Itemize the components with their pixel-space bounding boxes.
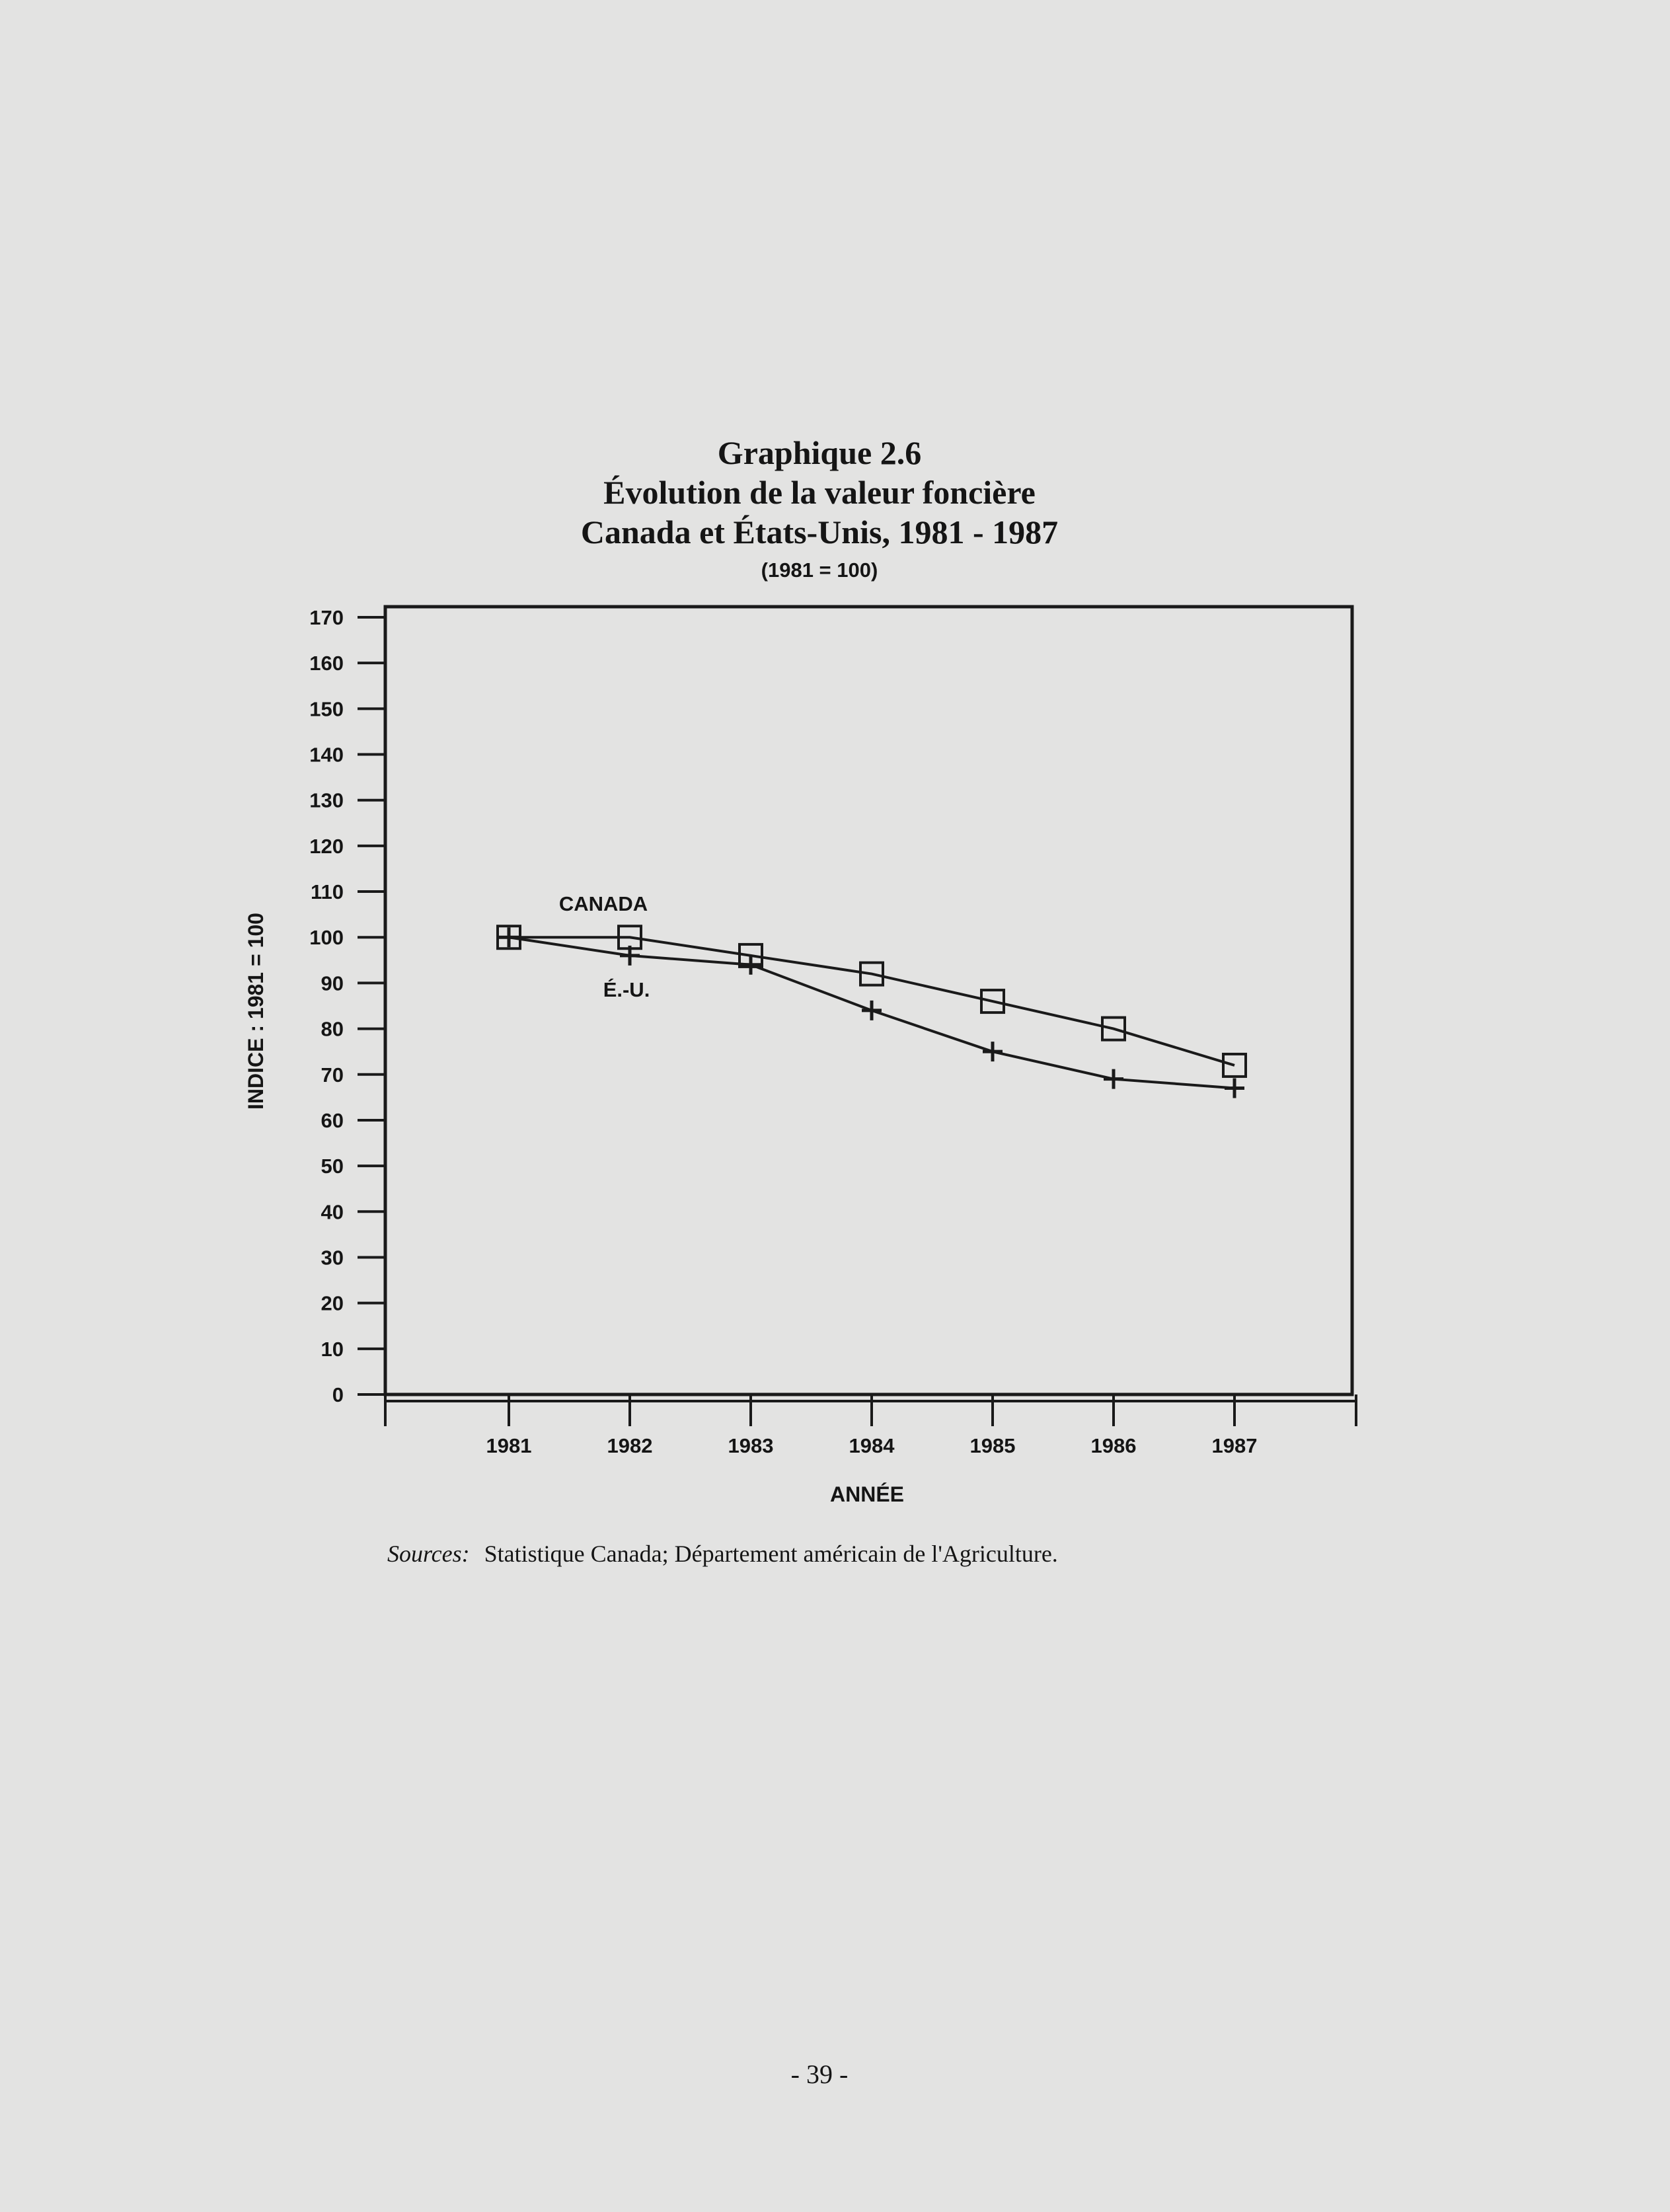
x-tick-label: 1982 — [607, 1434, 653, 1457]
x-tick-label: 1983 — [728, 1434, 774, 1457]
data-point-plus — [1225, 1079, 1244, 1098]
series-label-canada: CANADA — [558, 892, 648, 916]
y-tick-label: 30 — [321, 1246, 344, 1270]
y-tick-label: 140 — [309, 743, 344, 767]
y-tick-label: 60 — [321, 1108, 344, 1132]
y-tick-label: 160 — [309, 652, 344, 675]
y-axis — [309, 606, 385, 1406]
x-tick-label: 1985 — [969, 1434, 1016, 1457]
y-tick-label: 20 — [321, 1291, 344, 1315]
sources-label: Sources: — [387, 1541, 470, 1567]
x-tick-label: 1984 — [849, 1434, 895, 1457]
y-tick-label: 50 — [321, 1155, 344, 1178]
x-tick-label: 1986 — [1090, 1434, 1137, 1457]
chart-title-line-3: Canada et États-Unis, 1981 - 1987 — [580, 514, 1059, 551]
y-tick-label: 150 — [309, 697, 344, 721]
y-tick-label: 80 — [321, 1017, 344, 1041]
sources-note — [387, 1540, 1058, 1568]
y-axis-label: INDICE : 1981 = 100 — [244, 913, 268, 1110]
y-tick-label: 40 — [321, 1200, 344, 1224]
chart-subtitle: (1981 = 100) — [761, 558, 878, 582]
y-tick-label: 70 — [321, 1063, 344, 1087]
series-layer — [498, 892, 1246, 1098]
series-label-us: É.-U. — [603, 977, 650, 1001]
x-axis — [385, 1394, 1356, 1457]
y-tick-label: 170 — [309, 606, 344, 629]
data-point-plus — [1104, 1069, 1123, 1089]
plot-frame — [385, 607, 1352, 1394]
y-tick-label: 90 — [321, 972, 344, 995]
data-point-plus — [983, 1042, 1003, 1061]
y-tick-label: 120 — [309, 834, 344, 858]
sources-text: Statistique Canada; Département américain de l'Agriculture. — [484, 1541, 1058, 1567]
y-tick-label: 0 — [332, 1383, 344, 1406]
x-axis-label: ANNÉE — [829, 1482, 905, 1506]
data-point-plus — [862, 1001, 882, 1020]
y-tick-label: 130 — [309, 788, 344, 812]
x-tick-label: 1981 — [486, 1434, 532, 1457]
chart-title-line-2: Évolution de la valeur foncière — [603, 474, 1036, 511]
chart-title-line-1: Graphique 2.6 — [717, 434, 922, 471]
data-point-plus — [499, 927, 519, 947]
y-tick-label: 110 — [310, 880, 344, 904]
page-number: - 39 - — [790, 2059, 849, 2089]
x-tick-label: 1987 — [1211, 1434, 1258, 1457]
y-tick-label: 10 — [321, 1337, 344, 1361]
y-tick-label: 100 — [309, 926, 344, 950]
